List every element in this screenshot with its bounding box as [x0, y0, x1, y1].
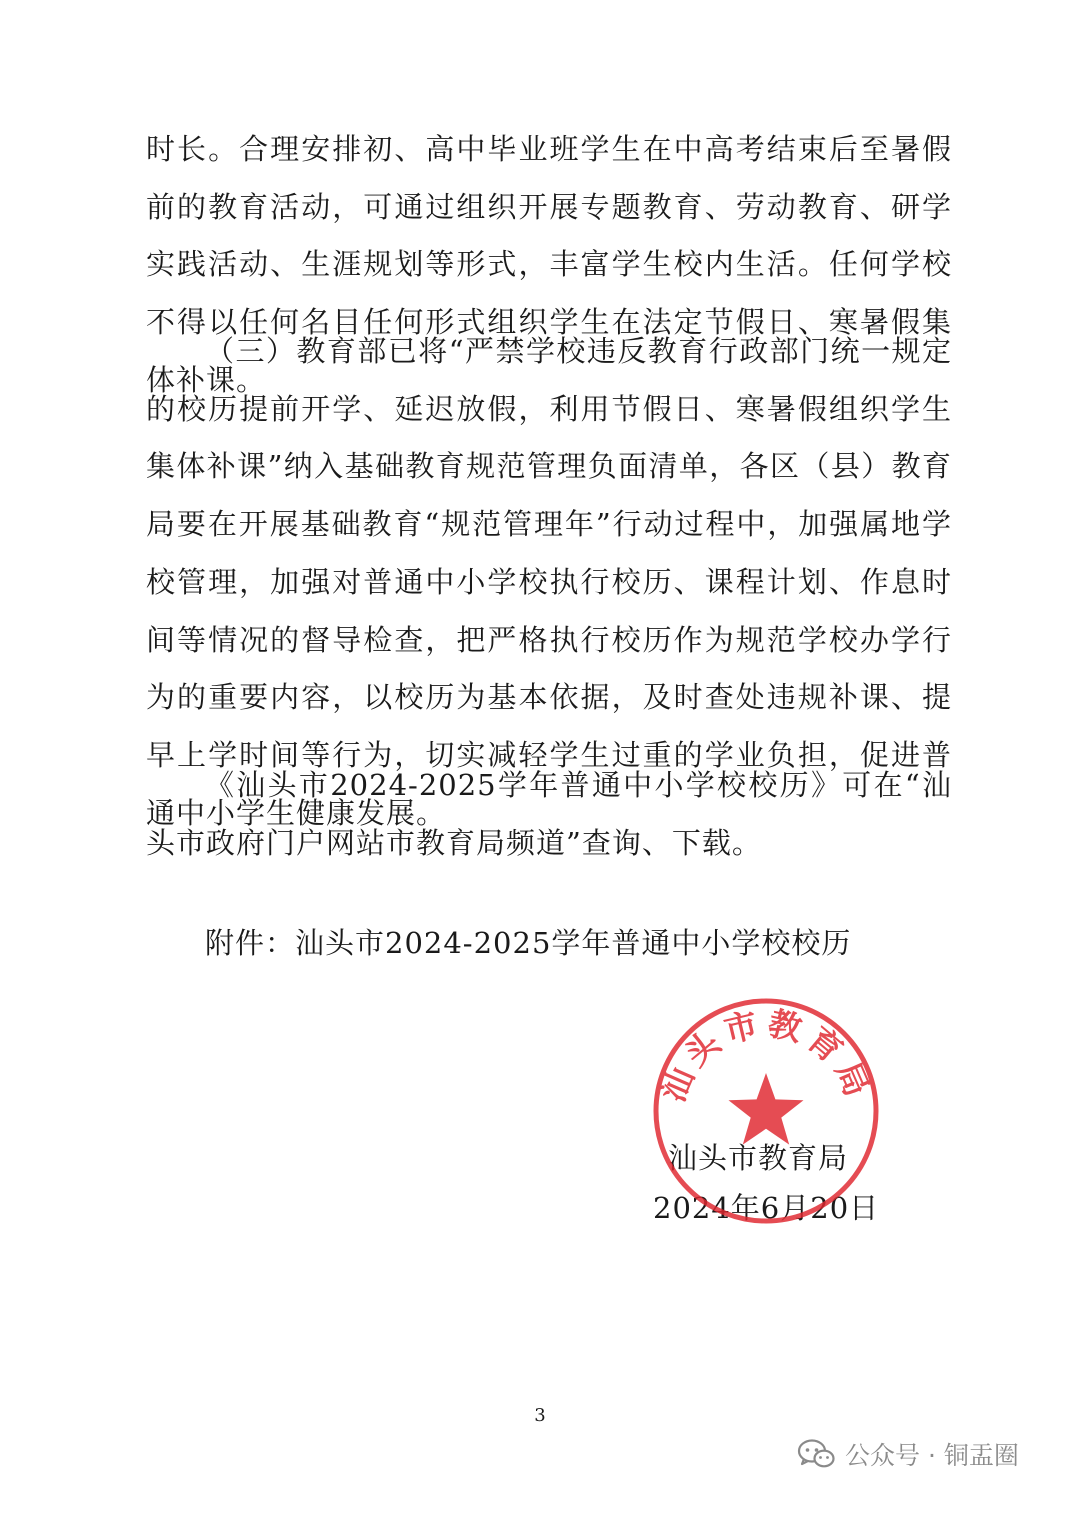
signature-date: 2024年6月20日 — [653, 1191, 880, 1225]
page-number: 3 — [534, 1405, 546, 1426]
official-seal — [650, 995, 882, 1227]
star-icon — [729, 1073, 804, 1145]
paragraph-2: （三）教育部已将“严禁学校违反教育行政部门统一规定的校历提前开学、延迟放假，利用节假日、寒暑假组织学生集体补课”纳入基础教育规范管理负面清单，各区（县）教育局要在开展基础教育“规范管理年”行动过程中，加强属地学校管理，加强对普通中小学校执行校历、课程计划、作息时间等情况的督导检查，把严格执行校历作为规范学校办学行为的重要内容，以校历为基本依据，及时查处违规补课、提早上学时间等行为，切实减轻学生过重的学业负担，促进普通中小学生健康发展。 — [146, 334, 952, 830]
paragraph-3-container — [146, 757, 952, 872]
paragraph-3: 《汕头市2024-2025学年普通中小学校校历》可在“汕头市政府门户网站市教育局频道”查询、下载。 — [146, 768, 952, 860]
watermark — [797, 1434, 1019, 1474]
watermark-text: 公众号 · 铜盂圈 — [845, 1441, 1019, 1470]
signature-organization: 汕头市教育局 — [668, 1141, 849, 1175]
svg-text:汕头市教育局: 汕头市教育局 — [652, 1003, 880, 1108]
wechat-icon — [797, 1439, 835, 1469]
paragraph-1: 时长。合理安排初、高中毕业班学生在中高考结束后至暑假前的教育活动，可通过组织开展专题教育、劳动教育、研学实践活动、生涯规划等形式，丰富学生校内生活。任何学校不得以任何名目任何形式组织学生在法定节假日、寒暑假集体补课。 — [146, 132, 952, 397]
attachment-line: 附件：汕头市2024-2025学年普通中小学校校历 — [205, 926, 852, 960]
